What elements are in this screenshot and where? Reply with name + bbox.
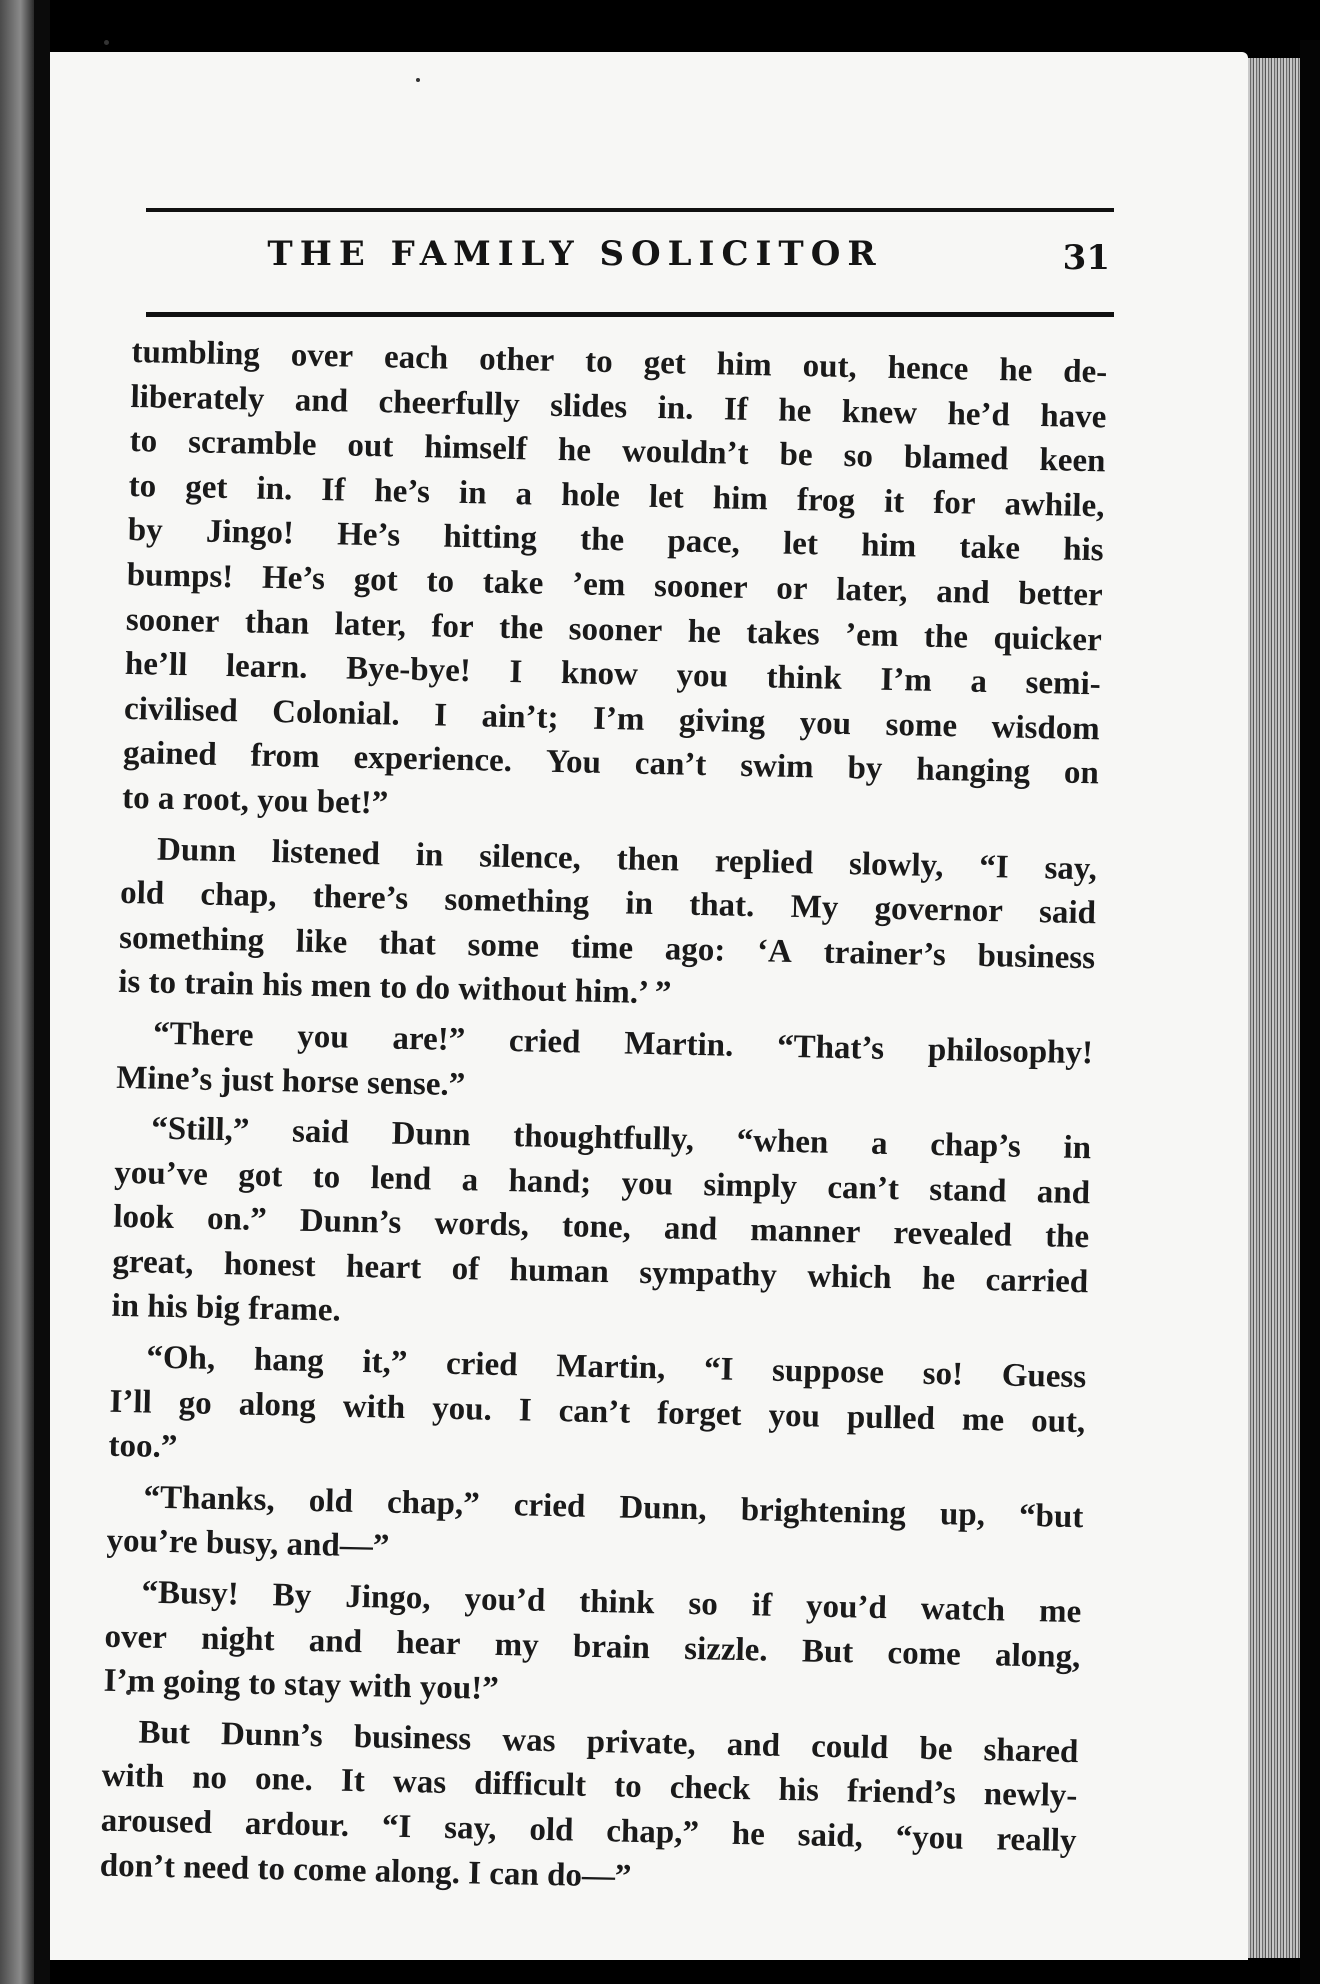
word: words, <box>434 1205 530 1244</box>
word: can’t <box>827 1169 900 1207</box>
word: over <box>104 1618 168 1656</box>
word: Jingo! <box>205 513 295 552</box>
word: frog <box>796 481 856 519</box>
word: and <box>726 1726 781 1764</box>
word: got <box>353 561 399 599</box>
word: I’ll <box>109 1383 153 1421</box>
word: later, <box>334 605 407 644</box>
word: you <box>768 1397 821 1435</box>
word: could <box>810 1728 889 1766</box>
word: himself <box>423 429 528 468</box>
page-number: 31 <box>1062 238 1110 278</box>
word: awhile, <box>1004 486 1105 525</box>
word: If <box>723 391 749 428</box>
word: listened <box>271 833 381 872</box>
word: honest <box>223 1246 316 1284</box>
word: It <box>340 1763 366 1800</box>
word: can’t <box>634 745 707 784</box>
word: the <box>923 618 969 656</box>
word: de- <box>1062 353 1108 391</box>
word: by <box>127 512 164 550</box>
word: than <box>244 603 310 642</box>
word: and <box>308 1622 363 1660</box>
paper-speck <box>104 40 109 45</box>
word: he’d <box>947 395 1011 433</box>
word: which <box>806 1258 893 1296</box>
word: chap,” <box>605 1813 700 1852</box>
word: ain’t; <box>481 698 559 736</box>
word: each <box>383 339 449 377</box>
word: go <box>178 1384 213 1422</box>
word: out, <box>1030 1402 1086 1440</box>
word: and <box>935 573 990 611</box>
word: over <box>290 337 354 375</box>
word: his <box>1062 531 1104 569</box>
word: silence, <box>478 837 582 877</box>
word: you <box>621 1165 674 1203</box>
word: it,” <box>362 1344 408 1382</box>
word: you. <box>431 1390 493 1428</box>
word: trainer’s <box>823 934 947 973</box>
word: sizzle. <box>683 1630 769 1669</box>
word: Martin, <box>555 1348 666 1387</box>
word: and <box>294 382 349 420</box>
word: a <box>970 663 988 701</box>
word: really <box>996 1821 1077 1860</box>
word: ardour. <box>244 1805 350 1844</box>
word: you <box>296 1018 350 1056</box>
word: something <box>118 919 265 959</box>
word: business <box>353 1718 472 1758</box>
running-head-title: THE FAMILY SOLICITOR <box>267 234 883 274</box>
word: to <box>613 1768 643 1806</box>
word: in <box>415 836 444 874</box>
paragraph <box>99 1710 1079 1909</box>
word: Dunn’s <box>299 1202 402 1242</box>
word: I <box>433 697 448 734</box>
word: Colonial. <box>271 693 401 733</box>
word: blamed <box>903 439 1009 478</box>
word: you’ve <box>113 1154 209 1193</box>
word: I <box>518 1391 533 1429</box>
word: slowly, <box>848 845 944 884</box>
word: some <box>885 706 958 745</box>
word: Dunn, <box>619 1489 707 1528</box>
word: ago: <box>664 931 726 969</box>
word: hand; <box>508 1162 592 1201</box>
word: think <box>766 659 843 698</box>
word: chap,” <box>386 1484 481 1523</box>
word: hanging <box>915 751 1031 791</box>
word: a <box>515 475 533 513</box>
word: me <box>1038 1593 1082 1631</box>
book-gutter <box>34 0 50 1984</box>
word: like <box>295 923 348 961</box>
word: in <box>458 474 487 512</box>
text-line: to a root, you bet!” <box>121 779 389 822</box>
paragraph <box>118 826 1098 1025</box>
word: come <box>887 1634 962 1673</box>
word: But <box>801 1632 854 1671</box>
word: old <box>308 1482 354 1520</box>
word: old <box>119 875 165 912</box>
word: that <box>378 925 437 963</box>
word: you <box>799 704 852 742</box>
word: you <box>676 657 729 695</box>
word: out, <box>802 348 858 386</box>
word: of <box>451 1250 480 1288</box>
word: say, <box>443 1809 497 1847</box>
word: that. <box>688 886 755 925</box>
word: “There <box>152 1015 254 1054</box>
word: a <box>461 1161 479 1199</box>
paper-speck <box>416 78 420 82</box>
word: business <box>977 937 1096 977</box>
word: ’em <box>571 566 626 604</box>
word: in <box>625 885 654 923</box>
word: tone, <box>561 1208 632 1246</box>
word: later, <box>835 571 908 610</box>
word: stand <box>928 1171 1007 1210</box>
word: said, <box>797 1817 864 1855</box>
word: something <box>444 881 590 921</box>
word: along, <box>994 1636 1081 1675</box>
word: in. <box>657 389 694 427</box>
word: take <box>482 564 544 602</box>
word: he <box>998 352 1033 389</box>
word: other <box>478 341 555 379</box>
word: quicker <box>993 619 1103 658</box>
word: By <box>272 1577 312 1615</box>
word: check <box>669 1769 751 1808</box>
body-text <box>99 330 1107 1908</box>
word: he’s <box>373 472 431 511</box>
word: sooner <box>653 567 748 606</box>
word: with <box>342 1388 406 1426</box>
word: was <box>392 1764 447 1802</box>
word: takes <box>746 614 821 653</box>
word: wouldn’t <box>621 433 749 473</box>
word: no <box>191 1759 228 1797</box>
word: me <box>961 1401 1005 1439</box>
word: “I <box>381 1808 412 1846</box>
word: he <box>687 613 722 650</box>
word: on <box>1063 754 1100 792</box>
word: Bye-bye! <box>345 650 472 690</box>
word: the <box>1044 1218 1090 1256</box>
word: a <box>870 1125 888 1163</box>
word: hole <box>560 476 621 515</box>
word: him <box>716 346 773 384</box>
word: and <box>663 1210 718 1248</box>
word: so! <box>922 1355 964 1393</box>
word: up, <box>939 1496 986 1533</box>
word: newly- <box>983 1776 1078 1815</box>
word: in. <box>256 470 293 508</box>
text-line: is to train his men to do without him.’ ” <box>117 964 672 1012</box>
word: to <box>129 423 158 460</box>
word: “Busy! <box>141 1574 240 1613</box>
word: for <box>932 484 976 522</box>
word: forget <box>656 1394 742 1433</box>
word: heart <box>345 1248 422 1287</box>
word: I’m <box>592 700 645 738</box>
word: carried <box>985 1261 1089 1301</box>
word: giving <box>678 702 766 741</box>
word: pulled <box>846 1398 936 1437</box>
word: let <box>648 478 685 516</box>
facing-page-edge <box>0 0 34 1984</box>
word: knew <box>841 393 918 432</box>
word: you’d <box>464 1581 546 1619</box>
word: scramble <box>187 424 317 464</box>
word: manner <box>749 1212 861 1251</box>
word: Martin. <box>623 1025 734 1064</box>
word: difficult <box>473 1765 587 1805</box>
word: ’em <box>844 616 899 654</box>
word: time <box>570 929 634 967</box>
word: was <box>501 1721 556 1759</box>
word: friend’s <box>846 1773 957 1812</box>
word: ‘A <box>756 932 793 970</box>
word: know <box>560 655 639 693</box>
word: swim <box>739 748 814 786</box>
word: replied <box>714 842 814 881</box>
paragraph <box>108 1335 1087 1489</box>
word: simply <box>703 1166 798 1205</box>
word: shared <box>983 1731 1079 1770</box>
word: philosophy! <box>927 1031 1094 1072</box>
text-line: don’t need to come along. I can do—” <box>99 1847 632 1895</box>
word: hear <box>395 1624 461 1662</box>
word: be <box>779 436 813 474</box>
word: him <box>860 527 917 565</box>
word: cried <box>513 1487 586 1525</box>
word: to <box>128 467 157 505</box>
word: look <box>113 1199 175 1237</box>
word: the <box>579 521 625 559</box>
word: by <box>847 750 883 788</box>
text-line: in his big frame. <box>111 1288 342 1330</box>
word: his <box>778 1772 820 1810</box>
word: said <box>1038 894 1097 932</box>
word: sooner <box>568 610 663 649</box>
word: cried <box>508 1022 581 1061</box>
word: can’t <box>558 1392 631 1431</box>
word: Guess <box>1001 1357 1087 1396</box>
word: and <box>1036 1173 1091 1211</box>
word: out <box>347 427 394 465</box>
word: chap, <box>200 876 277 915</box>
word: Dunn <box>156 831 237 869</box>
text-line: Mine’s just horse sense.” <box>115 1059 466 1103</box>
header-rule-bottom <box>146 312 1114 317</box>
text-line: too.” <box>108 1428 178 1466</box>
word: I <box>509 654 523 691</box>
word: then <box>616 840 680 879</box>
word: Dunn’s <box>220 1715 324 1755</box>
word: he <box>731 1815 766 1853</box>
word: take <box>959 529 1021 568</box>
word: are!” <box>392 1020 466 1059</box>
word: so <box>843 438 874 475</box>
word: said <box>291 1113 350 1151</box>
word: better <box>1017 575 1103 614</box>
word: with <box>101 1758 165 1796</box>
word: You <box>545 744 602 782</box>
word: sympathy <box>638 1254 778 1294</box>
word: keen <box>1039 442 1106 480</box>
word: “when <box>736 1122 829 1161</box>
word: or <box>776 570 808 608</box>
word: If <box>321 471 346 509</box>
word: wisdom <box>991 708 1101 748</box>
word: great, <box>112 1243 194 1282</box>
word: “but <box>1018 1497 1084 1536</box>
word: he’ll <box>124 646 188 684</box>
word: hitting <box>443 518 538 557</box>
word: there’s <box>312 879 409 918</box>
word: so <box>688 1585 719 1623</box>
word: get <box>643 344 687 382</box>
word: watch <box>920 1590 1006 1629</box>
word: think <box>578 1583 655 1622</box>
word: “I <box>703 1351 734 1388</box>
word: experience. <box>353 740 513 780</box>
word: old <box>529 1811 574 1849</box>
word: some <box>467 926 540 965</box>
word: the <box>498 609 544 647</box>
word: he <box>777 392 812 429</box>
word: aroused <box>100 1802 213 1841</box>
word: private, <box>586 1723 697 1762</box>
word: you’d <box>805 1588 888 1627</box>
word: semi- <box>1025 664 1102 703</box>
word: “Thanks, <box>143 1479 276 1519</box>
word: brain <box>572 1628 651 1666</box>
word: he <box>921 1260 956 1298</box>
word: from <box>250 737 320 776</box>
word: But <box>138 1714 191 1752</box>
word: thoughtfully, <box>512 1118 695 1159</box>
word: got <box>237 1157 283 1195</box>
word: “Oh, <box>146 1339 216 1378</box>
word: tumbling <box>131 333 261 373</box>
word: for <box>431 607 475 645</box>
word: learn. <box>225 648 308 686</box>
word: along <box>238 1386 317 1424</box>
text-line: you’re busy, and—” <box>106 1523 390 1566</box>
word: one. <box>254 1761 314 1799</box>
word: gained <box>122 735 218 774</box>
word: it <box>883 483 905 520</box>
word: on.” <box>206 1201 268 1239</box>
word: suppose <box>771 1352 885 1392</box>
word: to <box>312 1158 341 1196</box>
word: “I <box>978 848 1010 886</box>
word: cheerfully <box>378 383 521 423</box>
word: let <box>782 526 819 563</box>
word: hence <box>887 349 969 388</box>
paragraph <box>103 1570 1082 1724</box>
word: civilised <box>123 690 239 730</box>
word: night <box>200 1620 275 1658</box>
word: brightening <box>740 1491 907 1532</box>
word: to <box>426 563 455 600</box>
word: “Still,” <box>150 1110 250 1149</box>
word: Dunn <box>391 1115 471 1154</box>
word: sooner <box>125 601 220 640</box>
word: in <box>1063 1129 1092 1167</box>
word: him <box>712 479 769 518</box>
scan-shadow <box>1300 40 1320 1984</box>
page-fore-edge <box>1248 58 1306 1958</box>
word: to <box>584 343 614 381</box>
word: chap’s <box>929 1126 1022 1165</box>
word: My <box>790 889 839 927</box>
paragraph <box>111 1106 1091 1349</box>
word: lend <box>370 1159 432 1198</box>
word: he <box>557 432 592 469</box>
word: liberately <box>130 378 265 418</box>
word: bumps! <box>126 556 234 596</box>
word: be <box>919 1730 953 1768</box>
word: slides <box>549 387 628 425</box>
word: governor <box>874 890 1004 930</box>
word: He’s <box>261 559 326 598</box>
word: get <box>184 468 228 506</box>
word: “you <box>895 1819 964 1857</box>
paragraph <box>122 330 1108 841</box>
word: Jingo, <box>344 1578 431 1617</box>
word: I’m <box>880 661 933 699</box>
word: if <box>751 1587 773 1624</box>
word: cried <box>445 1345 518 1384</box>
word: “That’s <box>776 1028 885 1067</box>
word: revealed <box>893 1215 1013 1254</box>
word: say, <box>1044 849 1098 887</box>
word: have <box>1039 397 1107 436</box>
word: pace, <box>667 523 741 562</box>
running-head <box>146 226 1114 296</box>
word: hang <box>253 1341 325 1380</box>
word: human <box>509 1251 610 1291</box>
text-line: I’m going to stay with you!” <box>103 1662 500 1708</box>
header-rule-top <box>146 208 1114 212</box>
word: my <box>494 1626 540 1664</box>
word: He’s <box>336 516 401 555</box>
